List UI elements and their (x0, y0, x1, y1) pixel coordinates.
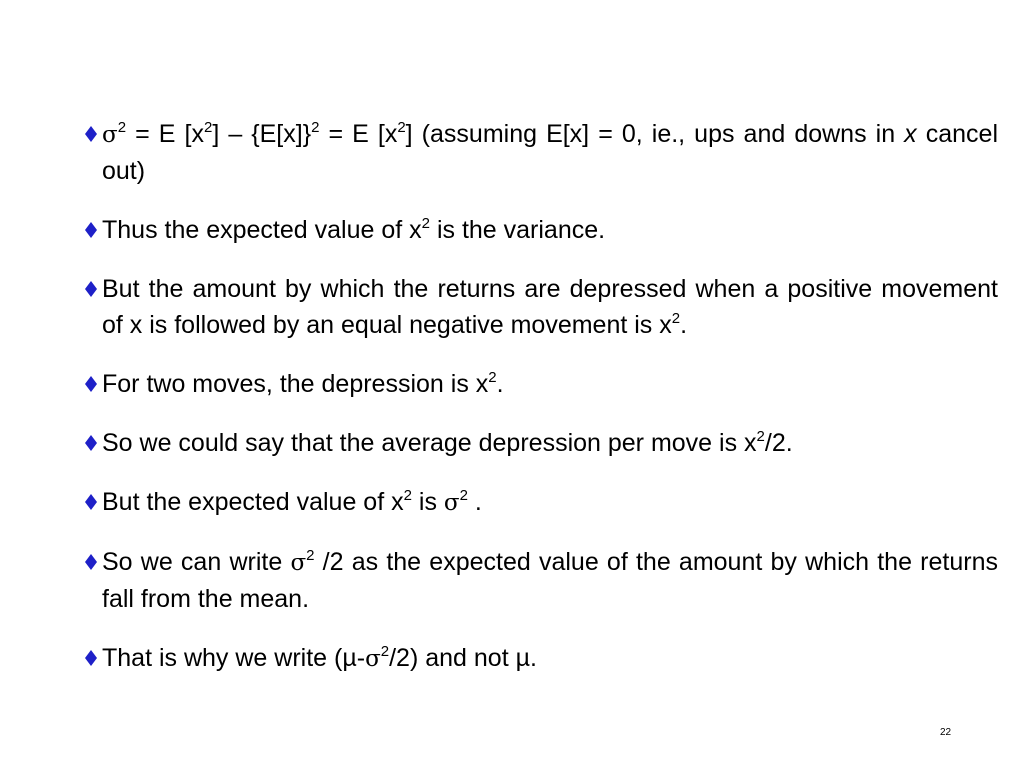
bullet-list (82, 116, 998, 700)
bullet-item (82, 271, 998, 343)
bullet-item (82, 484, 998, 521)
page-number: 22 (940, 727, 952, 738)
bullet-item (82, 425, 998, 461)
diamond-bullet-icon (82, 221, 100, 239)
bullet-text: So we can write $\sigma^2$ /2 as the expected value of the amount by which the returns fall from the mean. (102, 547, 998, 613)
bullet-item (82, 366, 998, 402)
bullet-text: But the expected value of $x^2$ is $\sigma^2$ . (102, 487, 482, 516)
bullet-text: Thus the expected value of $x^2$ is the variance. (102, 215, 606, 244)
bullet-text: $\sigma^2 = E$ $[x^2] - \{E[x]\}^2 = E$ $[x^2]$ (assuming E[x] = 0, ie., ups and downs in x cancel out) (102, 119, 999, 185)
diamond-bullet-icon (82, 434, 100, 452)
bullet-text: For two moves, the depression is $x^2$. (102, 369, 504, 398)
bullet-item (82, 116, 998, 189)
diamond-bullet-icon (82, 649, 100, 667)
diamond-bullet-icon (82, 493, 100, 511)
bullet-item (82, 544, 998, 617)
diamond-bullet-icon (82, 375, 100, 393)
bullet-item (82, 212, 998, 248)
bullet-text: That is why we write $(\mu-\sigma^2/2)$ and not µ. (102, 643, 537, 672)
diamond-bullet-icon (82, 553, 100, 571)
diamond-bullet-icon (82, 280, 100, 298)
bullet-item (82, 640, 998, 677)
bullet-text: So we could say that the average depression per move is $x^2/2$. (102, 428, 793, 457)
bullet-text: But the amount by which the returns are depressed when a positive movement of x is followed by an equal negative movement is $x^2$. (102, 275, 998, 339)
diamond-bullet-icon (82, 125, 100, 143)
